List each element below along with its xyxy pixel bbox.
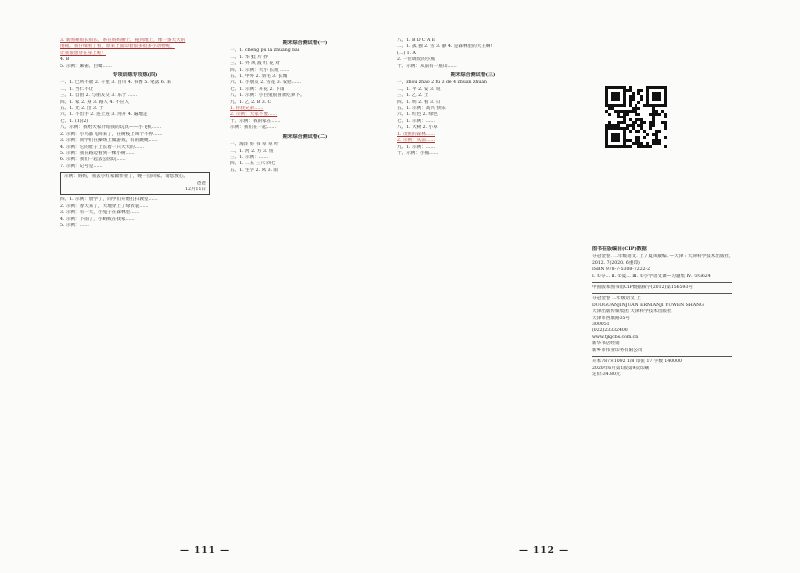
answer-line: 3. 示例：同学们在操场上做游戏，有的跳绳…… (60, 138, 158, 144)
price: 定价:34.80元 (592, 371, 621, 377)
answer-line: 1. 你我兄弟…… (230, 106, 264, 112)
answer-line: 三、1. 示例：…… (230, 154, 268, 160)
answer-column-3 (397, 38, 549, 157)
book-title: 夺冠金卷 二年级语文 上 (592, 296, 641, 302)
section-heading: 期末综合测试卷(三) (450, 72, 496, 79)
answer-line: 六、1. 红色 2. 绿色 (397, 112, 438, 118)
cip-isbn: ISBN 978-7-5308-7222-2 (592, 267, 651, 273)
publisher: 天津出版传媒集团 天津科学技术出版社 (592, 309, 672, 315)
answer-line: 一、1. 已所不欲 2. 千里 3. 百川 4. 书香 5. 笔落 6. 来 (60, 80, 172, 86)
answer-line: 八、1. 大树 2. 小草 (397, 125, 438, 131)
note-sign-name: 爸爸 (196, 180, 206, 186)
postcode: 300051 (592, 322, 610, 328)
answer-line: 让我很想穿在身上呢！ (60, 50, 106, 56)
specs: 开本787×1092 1/8 印张 17 字数 140000 (592, 359, 682, 365)
qr-code (605, 86, 667, 148)
answer-line: 三、1. 外 风 波 红 花 对 (230, 61, 280, 67)
answer-line: 3. 新围裙很长很长，系在妈妈腰上，拖到地上，像一条大大的 (60, 38, 186, 43)
answer-column-2 (230, 38, 380, 174)
answer-line: 十、示例：从前有一座山…… (397, 63, 457, 69)
answer-line: 2. 示例：从前…… (397, 138, 435, 144)
answer-line: 四、1. 示例：大小 长短 …… (230, 67, 290, 73)
divider (592, 293, 732, 294)
answer-line: 七、1. 示例：开花 2. 下雨 (230, 86, 285, 92)
note-box (60, 172, 210, 195)
divider (592, 282, 732, 283)
answer-line: 八、1. 示例：小白兔很喜欢吃萝卜。 (230, 93, 305, 99)
edition: 2020年6月第1版第9次印刷 (592, 365, 650, 371)
answer-line: 五、1. 中外 2. 羽毛 3. 长城 (230, 74, 288, 80)
answer-line: 2. 一位调皮的小熊 (397, 57, 436, 63)
answer-line: 七、1. 示例：…… (397, 118, 435, 124)
answer-line: 三、1. 乙 2. 土 (397, 93, 429, 99)
answer-line: 5. 示例：麻雀、白鹭…… (60, 63, 112, 69)
answer-line: 5. 示例：我在路边看到一棵小树…… (60, 150, 135, 156)
section-heading: 专项训练专攻练(四) (112, 72, 158, 79)
answer-line: 一、海洋 好 书 草 草 叶 (230, 142, 279, 148)
answer-line: 六、1. 小朋友 2. 雪花 3. 安慰…… (230, 80, 301, 86)
answer-line: 4. 示例：它的肚子上长着一只大大的…… (60, 144, 144, 150)
phone: (022)23332400 (592, 328, 628, 334)
answer-line: 十、示例：我的家在…… (230, 118, 281, 124)
answer-line: 四、1. 家 2. 身 3. 路人 4. 不应人 (60, 99, 130, 105)
answer-line: 示例：我们在一起…… (230, 125, 276, 131)
answer-line: 五、1. 光 2. 出 3. 于 (60, 106, 104, 112)
address: 天津市西康路35号 (592, 315, 631, 321)
divider (592, 356, 732, 357)
cip-entry: 夺冠金卷. 二年级语文. 上 / 夏凤敏编. —天津 : 天津科学技术出版社, 2012. 7(2020. 6重印) (592, 254, 731, 266)
note-sign-date: 12月11日 (185, 186, 206, 192)
answer-line: 7. 示例：记号是…… (60, 163, 103, 169)
answer-line: 八、1. B D C A E (397, 38, 436, 43)
answer-line: 1. 茂密的森林…… (397, 131, 435, 137)
answer-line: 二、1. 河 2. 方 3. 鱼 (230, 148, 274, 154)
answer-line: 四、1. 二五 三六 四七 (230, 161, 276, 167)
page-number-value: 112 (533, 546, 555, 556)
answer-line: 二、1. 华 蛙 片 抄 (230, 54, 268, 60)
page-number-value: 111 (194, 546, 216, 556)
answer-line: 3. 示例：有一天，小兔子在森林里…… (60, 210, 140, 216)
cip-number: 中国版本图书馆CIP数据核字(2012)第156593号 (592, 285, 693, 291)
answer-line: 二、1. 平 2. 安 3. 说 (397, 86, 441, 92)
answer-line: 九、1. 乙 2. B 3. C (230, 99, 272, 105)
answer-line: 一、1. chéng pǔ lā zhuǎng bǎi (230, 48, 300, 54)
answer-line: 九、1. 示例：…… (397, 144, 435, 150)
answer-line: 2. 示例：春天来了，大地穿上了绿衣裳…… (60, 203, 149, 209)
answer-line: 七、1. (1)(2) (60, 118, 89, 124)
page-number-left: — 111 — (180, 546, 231, 556)
cip-title: 图书在版编目(CIP)数据 (592, 246, 647, 252)
answer-line: 4. 示例：下雨了，小蚂蚁在找家…… (60, 216, 135, 222)
answer-line: 八、示例：我给大家介绍我的玩具——小飞机…… (60, 125, 162, 131)
answer-line: 5. 示例：…… (60, 222, 89, 228)
note-text: 示例：妈妈，我去小红家做作业了，晚一点回家。请您放心。 (64, 174, 189, 180)
answer-line: 十、示例：小熊…… (397, 150, 439, 156)
answer-line: 六、1. 不出手 2. 连上连 3. 河开 4. 遍地走 (60, 112, 148, 118)
answer-line: 围裙。我仔细看了看，原来上面印着很多很多小动物呢， (60, 44, 175, 50)
website: www.tjkjcbs.com.cn (592, 334, 639, 340)
section-heading: 期末综合测试卷(一) (282, 40, 328, 46)
answer-line: 一、zhōu zhǎo 2 fù 3 dé 4 zhuān zhuǎn (397, 80, 488, 86)
answer-line: 四、1. 明 2. 看 3. 日 (397, 99, 441, 105)
answer-line: 四、1. 示例：放学了，同学们开始打扫教室…… (60, 197, 158, 203)
distributor: 新华书店经销 (592, 341, 620, 347)
answer-line: 2. 示例：大家不要…… (230, 112, 278, 118)
answer-line: 2. 示例：小鸟都飞回来了，在树枝上叫个不停…… (60, 131, 163, 137)
answer-column-1 (60, 38, 210, 229)
section-heading: 期末综合测试卷(二) (282, 133, 328, 140)
answer-line: 6. 示例：我们一起去公园玩…… (60, 157, 126, 163)
cip-block (592, 244, 732, 378)
book-pinyin-title: DUOGUANJINJUAN ERNIANJI YUWEN SHANG (592, 302, 704, 308)
answer-line: 五、1. 示例：高兴 快乐 (397, 106, 446, 112)
cip-subject: Ⅰ. ①夺… Ⅱ. ①夏… Ⅲ. ①小学语文课—习题集 Ⅳ. ①G624 (592, 273, 711, 279)
answer-line: 二、1. 孤 独 2. 雪 3. 静 4. 是森林里的大王啊! (397, 44, 493, 50)
answer-line: 五、1. 生字 2. 风 3. 雨 (230, 167, 279, 173)
answer-line: 二、1. 当仁不让 (60, 86, 94, 92)
page-number-right: — 112 — (519, 546, 570, 556)
answer-line: 4. B (60, 57, 70, 63)
printer: 新乡市伟业印务有限公司 (592, 347, 643, 353)
answer-line: (二) 1. A (397, 50, 416, 56)
answer-line: 三、1. 自由 2. 与朋友交 3. 乐于 …… (60, 93, 138, 99)
